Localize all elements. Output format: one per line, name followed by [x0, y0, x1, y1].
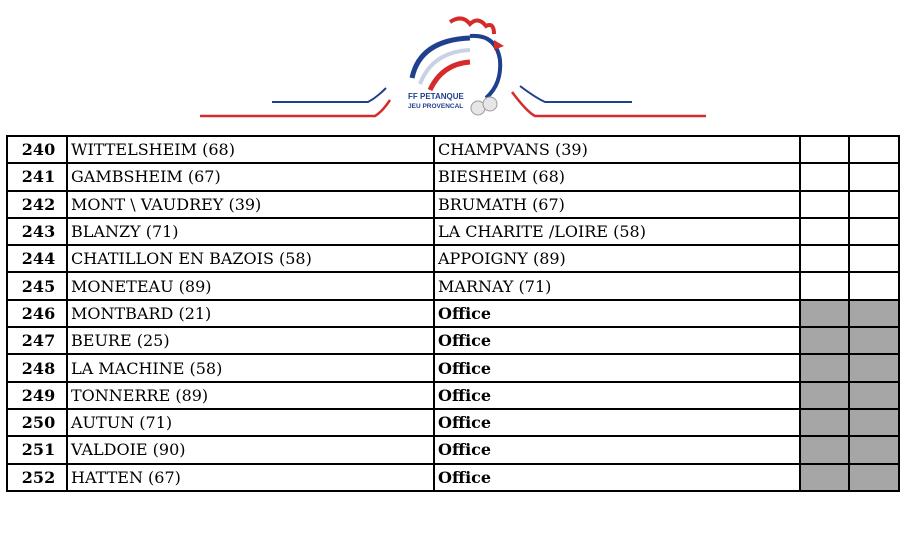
team-a: TONNERRE (89): [67, 382, 434, 409]
logo-rooster-tail-white: [420, 50, 470, 84]
team-b-office: Office: [434, 436, 800, 463]
score-box-b: [849, 436, 899, 463]
logo-text-jeuprovencal: JEU PROVENCAL: [408, 103, 464, 110]
logo-text-ffpetanque: FF PETANQUE: [408, 92, 464, 101]
team-b-office: Office: [434, 354, 800, 381]
team-b: MARNAY (71): [434, 272, 800, 299]
logo-boule-right: [483, 97, 497, 111]
score-box-a: [800, 218, 849, 245]
match-number: 251: [7, 436, 67, 463]
score-box-b: [849, 464, 899, 491]
table-row: [7, 354, 899, 381]
score-box-a: [800, 272, 849, 299]
match-number: 252: [7, 464, 67, 491]
team-a: CHATILLON EN BAZOIS (58): [67, 245, 434, 272]
score-box-b: [849, 163, 899, 190]
table-row: [7, 382, 899, 409]
score-box-a: [800, 382, 849, 409]
team-b-office: Office: [434, 300, 800, 327]
score-box-b: [849, 218, 899, 245]
team-b-office: Office: [434, 382, 800, 409]
logo-swoosh-right-red: [512, 92, 706, 116]
ffpjp-logo: [0, 0, 904, 125]
team-a: AUTUN (71): [67, 409, 434, 436]
score-box-a: [800, 409, 849, 436]
match-number: 241: [7, 163, 67, 190]
team-b: BRUMATH (67): [434, 191, 800, 218]
score-box-a: [800, 191, 849, 218]
table-row: [7, 218, 899, 245]
score-box-b: [849, 327, 899, 354]
table-row: [7, 327, 899, 354]
team-a: BEURE (25): [67, 327, 434, 354]
score-box-b: [849, 354, 899, 381]
table-row: [7, 191, 899, 218]
match-number: 249: [7, 382, 67, 409]
match-number: 243: [7, 218, 67, 245]
table-row: [7, 163, 899, 190]
score-box-b: [849, 272, 899, 299]
score-box-b: [849, 300, 899, 327]
score-box-a: [800, 464, 849, 491]
team-a: HATTEN (67): [67, 464, 434, 491]
team-b-office: Office: [434, 409, 800, 436]
team-b-office: Office: [434, 327, 800, 354]
score-box-a: [800, 354, 849, 381]
match-number: 244: [7, 245, 67, 272]
table-row: [7, 409, 899, 436]
match-number: 245: [7, 272, 67, 299]
team-a: WITTELSHEIM (68): [67, 136, 434, 163]
match-table: [6, 135, 900, 492]
table-row: [7, 300, 899, 327]
team-a: GAMBSHEIM (67): [67, 163, 434, 190]
score-box-a: [800, 436, 849, 463]
match-number: 242: [7, 191, 67, 218]
team-a: MONT \ VAUDREY (39): [67, 191, 434, 218]
team-a: LA MACHINE (58): [67, 354, 434, 381]
score-box-b: [849, 382, 899, 409]
table-row: [7, 272, 899, 299]
match-number: 248: [7, 354, 67, 381]
score-box-b: [849, 245, 899, 272]
logo-rooster-beak: [494, 40, 504, 50]
team-a: MONTBARD (21): [67, 300, 434, 327]
score-box-b: [849, 409, 899, 436]
team-a: BLANZY (71): [67, 218, 434, 245]
score-box-b: [849, 136, 899, 163]
team-b: BIESHEIM (68): [434, 163, 800, 190]
team-b-office: Office: [434, 464, 800, 491]
match-number: 247: [7, 327, 67, 354]
score-box-a: [800, 163, 849, 190]
logo-swoosh-left-blue: [272, 88, 386, 102]
team-b: LA CHARITE /LOIRE (58): [434, 218, 800, 245]
team-a: VALDOIE (90): [67, 436, 434, 463]
score-box-b: [849, 191, 899, 218]
table-row: [7, 136, 899, 163]
team-b: CHAMPVANS (39): [434, 136, 800, 163]
logo-rooster-tail-red: [430, 62, 470, 90]
score-box-a: [800, 245, 849, 272]
score-box-a: [800, 327, 849, 354]
header: [0, 0, 904, 125]
score-box-a: [800, 136, 849, 163]
logo-rooster-comb: [450, 18, 494, 34]
team-a: MONETEAU (89): [67, 272, 434, 299]
table-row: [7, 245, 899, 272]
team-b: APPOIGNY (89): [434, 245, 800, 272]
table-row: [7, 464, 899, 491]
logo-swoosh-right-blue: [520, 86, 632, 102]
match-table-body: [7, 136, 899, 491]
match-number: 240: [7, 136, 67, 163]
table-row: [7, 436, 899, 463]
match-number: 246: [7, 300, 67, 327]
score-box-a: [800, 300, 849, 327]
match-number: 250: [7, 409, 67, 436]
